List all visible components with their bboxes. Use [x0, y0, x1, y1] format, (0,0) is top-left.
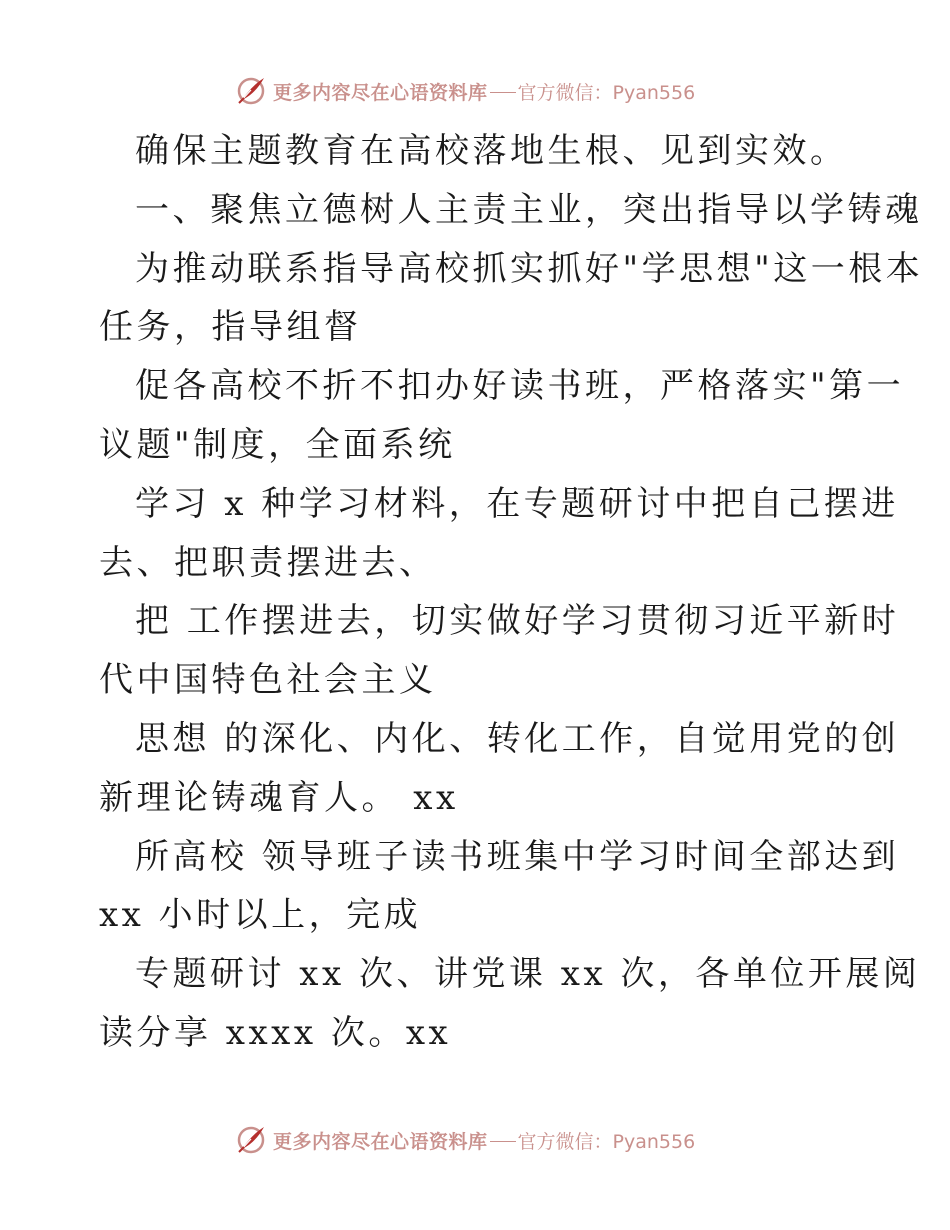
- body-line-14: xx 小时以上，完成: [99, 895, 422, 936]
- body-line-4: 任务，指导组督: [99, 307, 362, 348]
- body-line-8: 去、把职责摆进去、: [99, 542, 437, 583]
- footer-watermark-banner: [235, 1122, 715, 1158]
- body-line-7: 学习 x 种学习材料，在专题研讨中把自己摆进: [135, 483, 899, 524]
- site-name-text: 更多内容尽在心语资料库: [273, 1130, 488, 1153]
- body-line-15: 专题研讨 xx 次、讲党课 xx 次，各单位开展阅: [135, 954, 921, 995]
- body-line-1: 确保主题教育在高校落地生根、见到实效。: [135, 131, 848, 171]
- body-line-12: 新理论铸魂育人。 xx: [99, 777, 459, 818]
- body-line-5: 促各高校不折不扣办好读书班，严格落实"第一: [135, 366, 905, 407]
- body-line-3: 为推动联系指导高校抓实抓好"学思想"这一根本: [135, 248, 924, 289]
- banner-dash-divider: [490, 92, 516, 93]
- body-line-13: 所高校 领导班子读书班集中学习时间全部达到: [135, 836, 900, 877]
- quill-logo-icon: [235, 75, 267, 107]
- body-line-9: 把 工作摆进去，切实做好学习贯彻习近平新时: [135, 601, 900, 642]
- body-line-6: 议题"制度，全面系统: [99, 424, 456, 465]
- quill-logo-icon: [235, 1124, 267, 1156]
- body-line-11: 思想 的深化、内化、转化工作，自觉用党的创: [135, 718, 900, 759]
- header-watermark-banner: [235, 73, 715, 109]
- body-line-16: 读分享 xxxx 次。xx: [99, 1012, 452, 1053]
- wechat-contact-text: 官方微信：Pyan556: [517, 81, 696, 104]
- site-name-text: 更多内容尽在心语资料库: [273, 81, 488, 104]
- body-line-2: 一、聚焦立德树人主责主业，突出指导以学铸魂: [135, 189, 923, 230]
- body-line-10: 代中国特色社会主义: [99, 660, 437, 701]
- banner-dash-divider: [490, 1141, 516, 1142]
- wechat-contact-text: 官方微信：Pyan556: [517, 1130, 696, 1153]
- document-body: [99, 122, 924, 1063]
